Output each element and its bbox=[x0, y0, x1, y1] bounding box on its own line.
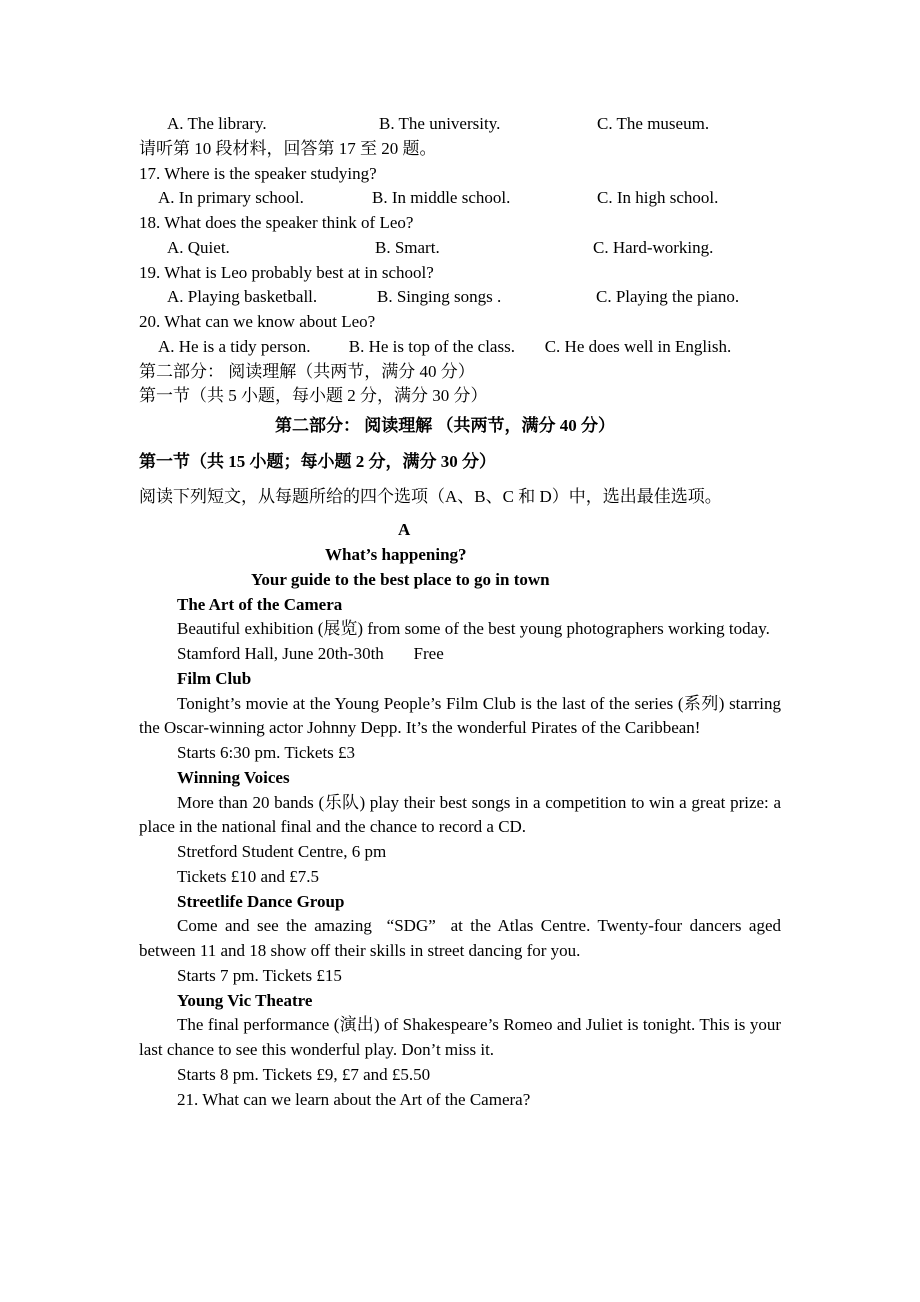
part2-heading-plain: 第二部分： 阅读理解（共两节，满分 40 分） bbox=[139, 361, 475, 381]
event-info: Tickets £10 and £7.5 bbox=[177, 866, 319, 886]
option-c: C. Hard-working. bbox=[593, 237, 714, 257]
event-streetlife-dance bbox=[139, 890, 781, 989]
exam-document bbox=[139, 112, 781, 1112]
passage-title: What’s happening? bbox=[325, 545, 467, 564]
event-description: The final performance (演出) of Shakespeare’s Romeo and Juliet is tonight. This is your last chance to see this wonderful play. Don’t miss it. bbox=[139, 1015, 781, 1059]
q16-options bbox=[139, 112, 781, 137]
event-description: Tonight’s movie at the Young People’s Film Club is the last of the series (系列) starring the Oscar-winning actor Johnny Depp. It’s the wonderful Pirates of the Caribbean! bbox=[139, 693, 781, 738]
event-name: Winning Voices bbox=[177, 767, 290, 787]
part2-heading: 第二部分： 阅读理解 （共两节，满分 40 分） bbox=[275, 416, 615, 435]
section1-heading-plain: 第一节（共 5 小题，每小题 2 分，满分 30 分） bbox=[139, 386, 488, 406]
option-b: B. Singing songs . bbox=[377, 287, 502, 307]
material-instruction: 请听第 10 段材料，回答第 17 至 20 题。 bbox=[139, 138, 437, 158]
event-name: Streetlife Dance Group bbox=[177, 891, 345, 911]
event-info: Starts 8 pm. Tickets £9, £7 and £5.50 bbox=[177, 1064, 431, 1084]
q19-options bbox=[139, 285, 781, 310]
option-c: C. In high school. bbox=[597, 188, 719, 208]
event-name: The Art of the Camera bbox=[177, 594, 343, 614]
section1-heading: 第一节（共 15 小题；每小题 2 分，满分 30 分） bbox=[139, 451, 496, 471]
passage-label: A bbox=[398, 520, 411, 540]
event-description: More than 20 bands (乐队) play their best songs in a competition to win a great prize: a place in the national final and the chance to record a CD. bbox=[139, 792, 781, 837]
option-a: A. Quiet. bbox=[167, 237, 230, 257]
event-young-vic bbox=[139, 989, 781, 1088]
event-description: Come and see the amazing “SDG” at the Atlas Centre. Twenty-four dancers aged between 11 and 18 show off their skills in street dancing for you. bbox=[139, 916, 781, 960]
event-info: Starts 6:30 pm. Tickets £3 bbox=[177, 743, 356, 762]
option-c: C. The museum. bbox=[597, 114, 710, 133]
q20-options: A. He is a tidy person. B. He is top of the class. C. He does well in English. bbox=[158, 336, 732, 356]
event-description: Beautiful exhibition (展览) from some of the best young photographers working today. bbox=[177, 619, 770, 639]
q18-options bbox=[139, 236, 781, 261]
event-art-of-camera bbox=[139, 593, 781, 667]
event-info: Stretford Student Centre, 6 pm bbox=[177, 842, 387, 861]
event-name: Young Vic Theatre bbox=[177, 990, 313, 1010]
question-18: 18. What does the speaker think of Leo? bbox=[139, 213, 414, 232]
option-a: A. In primary school. bbox=[158, 188, 304, 208]
event-winning-voices bbox=[139, 766, 781, 890]
option-b: B. The university. bbox=[379, 114, 501, 133]
option-c: C. Playing the piano. bbox=[596, 287, 740, 307]
question-20: 20. What can we know about Leo? bbox=[139, 312, 376, 331]
option-b: B. In middle school. bbox=[372, 188, 511, 208]
event-name: Film Club bbox=[177, 668, 252, 688]
option-b: B. Smart. bbox=[375, 237, 440, 257]
question-21: 21. What can we learn about the Art of the Camera? bbox=[177, 1089, 531, 1109]
q17-options bbox=[139, 186, 781, 211]
question-19: 19. What is Leo probably best at in school? bbox=[139, 262, 434, 282]
event-film-club bbox=[139, 667, 781, 766]
passage-subtitle: Your guide to the best place to go in town bbox=[251, 569, 550, 589]
option-a: A. The library. bbox=[167, 114, 267, 133]
option-a: A. Playing basketball. bbox=[167, 287, 318, 307]
event-info: Stamford Hall, June 20th-30th Free bbox=[177, 644, 444, 663]
question-17: 17. Where is the speaker studying? bbox=[139, 163, 377, 183]
event-info: Starts 7 pm. Tickets £15 bbox=[177, 965, 342, 985]
reading-instructions: 阅读下列短文，从每题所给的四个选项（A、B、C 和 D）中，选出最佳选项。 bbox=[139, 486, 722, 506]
